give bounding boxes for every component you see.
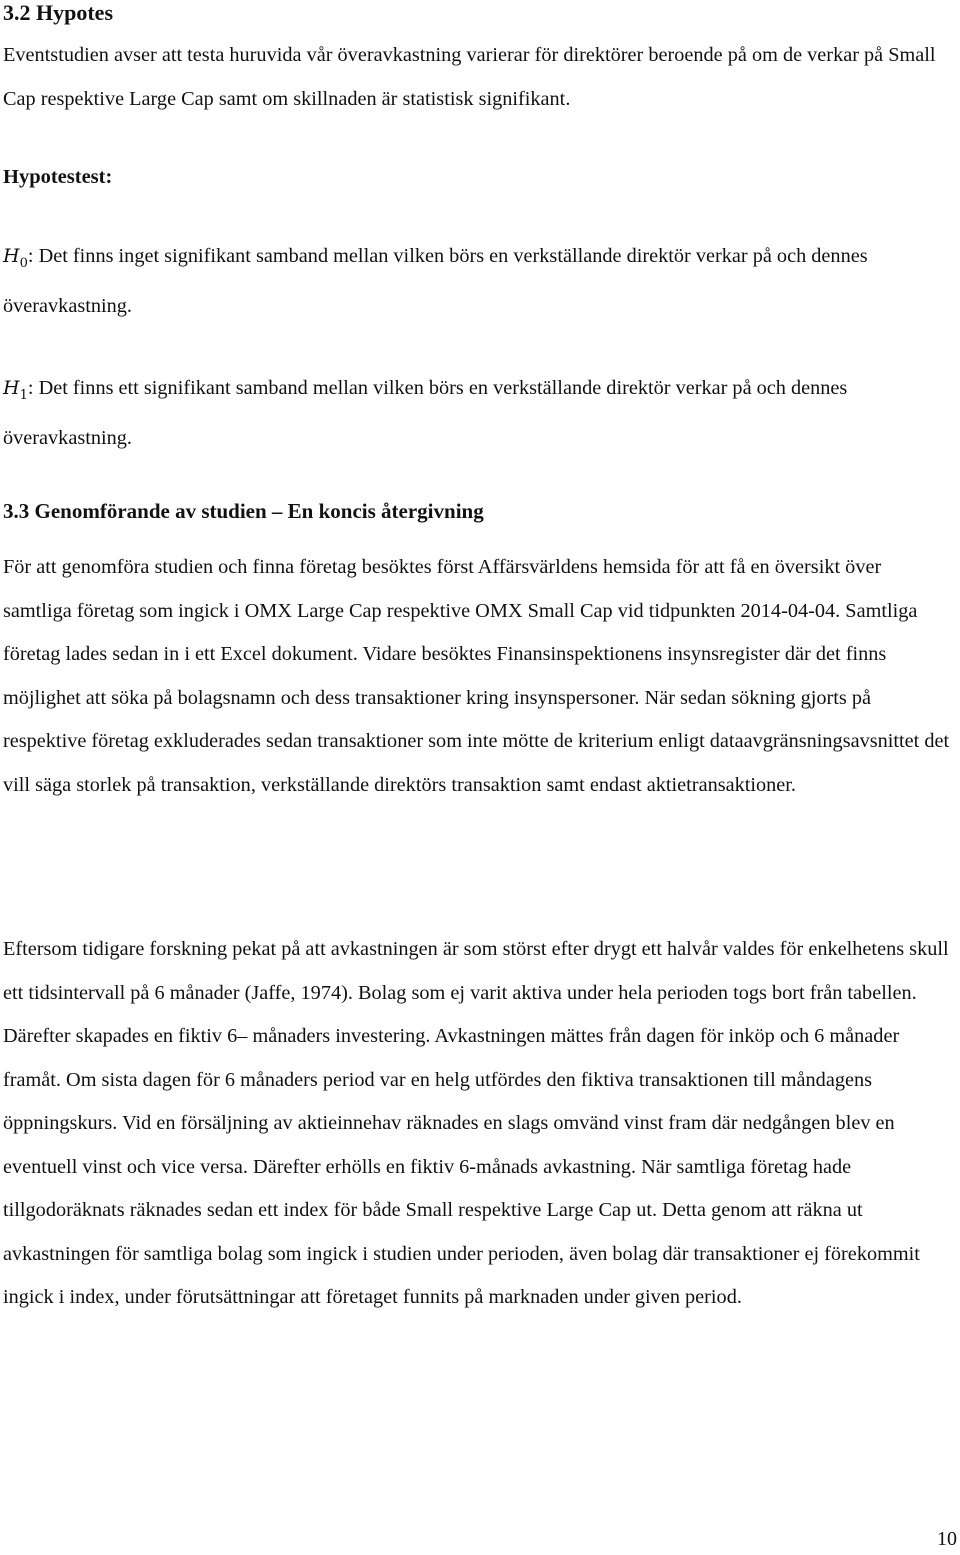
page-number: 10 xyxy=(937,1528,957,1550)
h1-text: : Det finns ett signifikant samband mellan vilken börs en verkställande direktör verkar på och dennes överavkastning. xyxy=(3,377,848,450)
paragraph-method-2: Eftersom tidigare forskning pekat på att avkastningen är som störst efter drygt ett halvår valdes för enkelhetens skull ett tidsintervall på 6 månader (Jaffe, 1974). Bolag som ej varit aktiva under hela perioden togs bort från tabellen. Därefter skapades en fiktiv 6– månaders investering. Avkastningen mättes från dagen för inköp och 6 månader framåt. Om sista dagen för 6 månaders period var en helg utfördes den fiktiva transaktionen till måndagens öppningskurs. Vid en försäljning av aktieinnehav räknades en slags omvänd vinst fram där nedgången blev en eventuell vinst och vice versa. Därefter erhölls en fiktiv 6-månads avkastning. När samtliga företag hade tillgodoräknats räknades sedan ett index för både Small respektive Large Cap ut. Detta genom att räkna ut avkastningen för samtliga bolag som ingick i studien under perioden, även bolag där transaktioner ej förekommit ingick i index, under förutsättningar att företaget funnits på marknaden under given period. xyxy=(3,938,949,1308)
hypothesis-h0 xyxy=(3,235,953,329)
paragraph-intro: Eventstudien avser att testa huruvida vår överavkastning varierar för direktörer beroende på om de verkar på Small Cap respektive Large Cap samt om skillnaden är statistisk signifikant. xyxy=(3,44,936,110)
hypothesis-h1 xyxy=(3,367,953,461)
h1-symbol: $H_1$ xyxy=(3,377,28,403)
h0-symbol: $H_0$ xyxy=(3,245,28,271)
h0-text: : Det finns inget signifikant samband mellan vilken börs en verkställande direktör verkar på och dennes överavkastning. xyxy=(3,245,868,318)
section-heading-hypotes: 3.2 Hypotes xyxy=(3,0,113,25)
hypothesis-test-label: Hypotestest: xyxy=(3,166,113,188)
paragraph-method-1: För att genomföra studien och finna företag besöktes först Affärsvärldens hemsida för att få en översikt över samtliga företag som ingick i OMX Large Cap respektive OMX Small Cap vid tidpunkten 2014-04-04. Samtliga företag lades sedan in i ett Excel dokument. Vidare besöktes Finansinspektionens insynsregister där det finns möjlighet att söka på bolagsnamn och dess transaktioner kring insynspersoner. När sedan sökning gjorts på respektive företag exkluderades sedan transaktioner som inte mötte de kriterium enligt dataavgränsningsavsnittet det vill säga storlek på transaktion, verkställande direktörs transaktion samt endast aktietransaktioner. xyxy=(3,556,950,796)
section-heading-genomforande: 3.3 Genomförande av studien – En koncis återgivning xyxy=(3,499,484,523)
